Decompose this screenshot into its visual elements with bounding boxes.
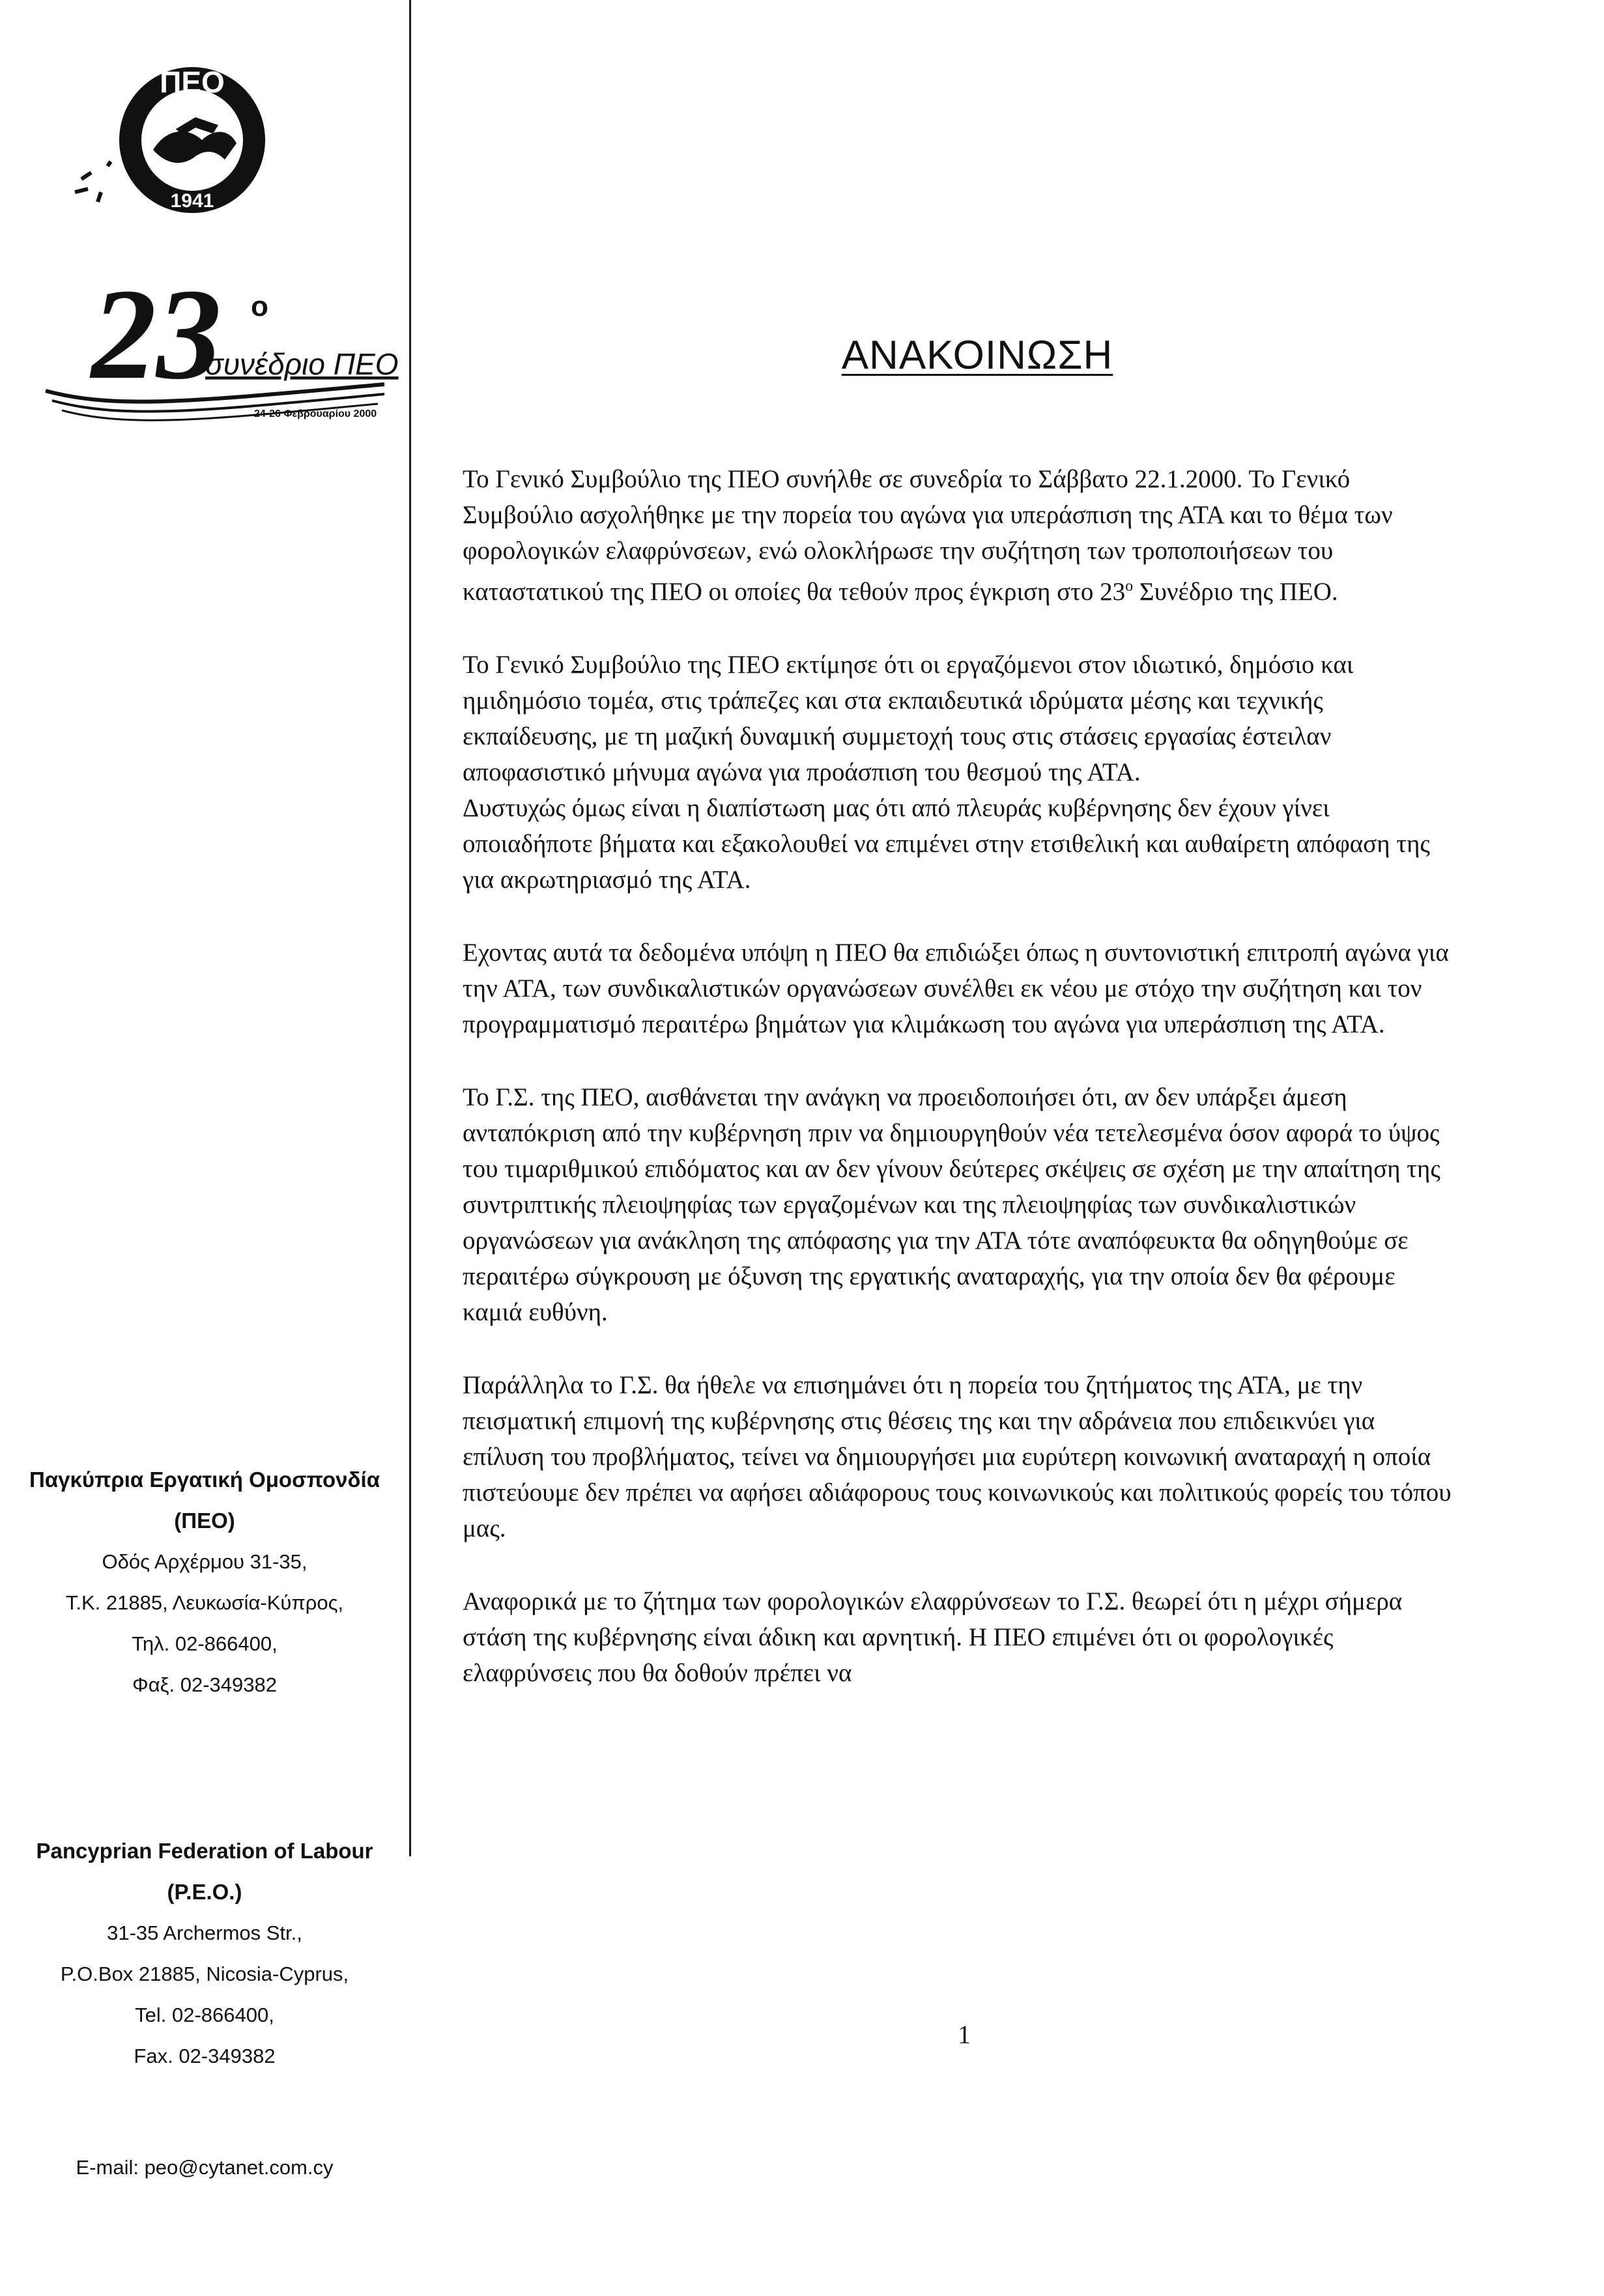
congress-date: 24-26 Φεβρουαρίου 2000	[254, 408, 377, 419]
postal-greek: Τ.Κ. 21885, Λευκωσία-Κύπρος,	[65, 1591, 344, 1614]
org-name-greek: Παγκύπρια Εργατική Ομοσπονδία	[29, 1467, 380, 1492]
org-abbr-greek: (ΠΕΟ)	[174, 1509, 235, 1533]
seal-year-text: 1941	[170, 190, 214, 212]
seal-top-text: ΠΕΟ	[160, 65, 225, 99]
postal-english: P.O.Box 21885, Nicosia-Cyprus,	[60, 1963, 349, 1985]
org-name-english: Pancyprian Federation of Labour	[36, 1839, 373, 1863]
paragraph-2: Το Γενικό Συμβούλιο της ΠΕΟ εκτίμησε ότι οι εργαζόμενοι στον ιδιωτικό, δημόσιο και ημιδημόσιο τομέα, στις τράπεζες και στα εκπαιδευτικά ιδρύματα μέσης και τεχνικής εκπαίδευσης, με τη μαζική δυναμική συμμετοχή τους στις στάσεις εργασίας έστειλαν αποφασιστικό μήνυμα αγώνα για προάσπιση του θεσμού της ΑΤΑ.	[463, 651, 1354, 786]
document-body	[463, 461, 1453, 1728]
tel-greek: Τηλ. 02-866400,	[132, 1632, 278, 1655]
email-address[interactable]: E-mail: peo@cytanet.com.cy	[76, 2156, 334, 2179]
paragraph-4: Εχοντας αυτά τα δεδομένα υπόψη η ΠΕΟ θα επιδιώξει όπως η συντονιστική επιτροπή αγώνα για την ΑΤΑ, των συνδικαλιστικών οργανώσεων συνέλθει εκ νέου με στόχο την συζήτηση και τον προγραμματισμό περαιτέρω βημάτων για κλιμάκωση του αγώνα για υπεράσπιση της ΑΤΑ.	[463, 939, 1449, 1038]
paragraph-1	[463, 461, 1453, 610]
paragraph-6: Παράλληλα το Γ.Σ. θα ήθελε να επισημάνει ότι η πορεία του ζητήματος της ΑΤΑ, με την πεισματική επιμονή της κυβέρνησης στις θέσεις της και την αδράνεια που επιδεικνύει για επίλυση του προβλήματος, τείνει να δημιουργήσει μια ευρύτερη κοινωνική αναταραχή η οποία πιστεύουμε δεν πρέπει να αφήσει αδιάφορους τους κοινωνικούς και πολιτικούς φορείς του τόπου μας.	[463, 1371, 1452, 1542]
org-abbr-english: (P.E.O.)	[167, 1880, 242, 1904]
page-number: 1	[958, 2020, 971, 2049]
congress-ordinal: ο	[251, 291, 268, 322]
congress-number: 23	[91, 262, 222, 406]
tel-english: Tel. 02-866400,	[135, 2004, 274, 2026]
sidebar-divider	[409, 0, 411, 1856]
congress-label: συνέδριο ΠΕΟ	[205, 347, 399, 381]
document-title: ΑΝΑΚΟΙΝΩΣΗ	[841, 333, 1113, 378]
sidebar-address-english	[0, 1830, 409, 2076]
congress-logo	[39, 261, 404, 456]
fax-greek: Φαξ. 02-349382	[132, 1673, 277, 1696]
paragraph-7: Αναφορικά με το ζήτημα των φορολογικών ελαφρύνσεων το Γ.Σ. θεωρεί ότι η μέχρι σήμερα στάση της κυβέρνησης είναι άδικη και αρνητική. Η ΠΕΟ επιμένει ότι οι φορολογικές ελαφρύνσεις που θα δοθούν πρέπει να	[463, 1587, 1403, 1687]
paragraph-5: Το Γ.Σ. της ΠΕΟ, αισθάνεται την ανάγκη να προειδοποιήσει ότι, αν δεν υπάρξει άμεση ανταπόκριση από την κυβέρνηση πριν να δημιουργηθούν νέα τετελεσμένα όσον αφορά το ύψος του τιμαριθμικού επιδόματος και αν δεν γίνουν δεύτερες σκέψεις σε σχέση με την απαίτηση της συντριπτικής πλειοψηφίας των εργαζομένων και της πλειοψηφίας των συνδικαλιστικών οργανώσεων για ανάκληση της απόφασης για την ΑΤΑ τότε αναπόφευκτα θα οδηγηθούμε σε περαιτέρω σύγκρουση με όξυνση της εργατικής αναταραχής, για την οποία δεν θα φέρουμε καμιά ευθύνη.	[463, 1083, 1440, 1326]
street-english: 31-35 Archermos Str.,	[107, 1921, 302, 1944]
peo-seal-logo	[62, 52, 270, 221]
sidebar-address-greek	[0, 1459, 409, 1705]
ordinal-superscript: ο	[1125, 578, 1134, 595]
street-greek: Οδός Αρχέρμου 31-35,	[102, 1550, 308, 1573]
paragraph-1-end: Συνέδριο της ΠΕΟ.	[1133, 578, 1338, 606]
paragraph-3: Δυστυχώς όμως είναι η διαπίστωση μας ότι από πλευράς κυβέρνησης δεν έχουν γίνει οποιαδήποτε βήματα και εξακολουθεί να επιμένει στην ετσιθελική και αυθαίρετη απόφαση της για ακρωτηριασμό της ΑΤΑ.	[463, 794, 1430, 894]
fax-english: Fax. 02-349382	[134, 2045, 276, 2067]
paragraph-1-text: Το Γενικό Συμβούλιο της ΠΕΟ συνήλθε σε συνεδρία το Σάββατο 22.1.2000. Το Γενικό Συμβούλιο ασχολήθηκε με την πορεία του αγώνα για υπεράσπιση της ΑΤΑ και το θέμα των φορολογικών ελαφρύνσεων, ενώ ολοκλήρωσε την συζήτηση των τροποποιήσεων του καταστατικού της ΠΕΟ οι οποίες θα τεθούν προς έγκριση στο 23	[463, 465, 1393, 606]
